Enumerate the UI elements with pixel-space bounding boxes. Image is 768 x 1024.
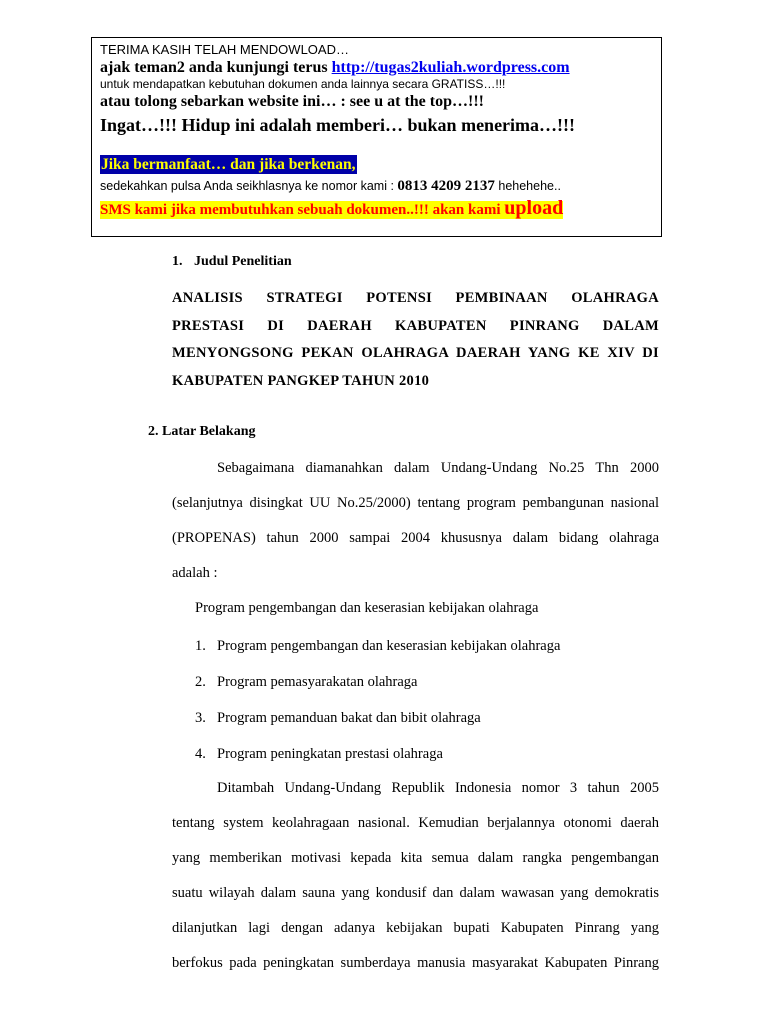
program-subheading: Program pengembangan dan keserasian kebijakan olahraga — [195, 600, 539, 616]
upload-word: upload — [504, 197, 564, 219]
title-line: KABUPATEN PANGKEP TAHUN 2010 — [172, 372, 430, 389]
paragraph-line: suatu wilayah dalam sauna yang kondusif dan dalam wawasan yang demokratis — [172, 885, 659, 901]
section2-heading: 2. Latar Belakang — [148, 424, 256, 439]
paragraph-line: berfokus pada peningkatan sumberdaya manusia masyarakat Kabupaten Pinrang — [172, 955, 659, 971]
list-text: Program pemasyarakatan olahraga — [217, 674, 418, 690]
list-item — [195, 744, 560, 780]
list-text: Program pengembangan dan keserasian kebijakan olahraga — [217, 638, 561, 654]
section1-heading-text: Judul Penelitian — [194, 254, 292, 269]
donation-highlight: Jika bermanfaat… dan jika berkenan, — [101, 156, 356, 173]
list-item — [195, 636, 560, 672]
research-title — [172, 287, 659, 397]
list-item — [195, 672, 560, 708]
section1-number: 1. — [172, 254, 183, 269]
banner-share-line: atau tolong sebarkan website ini… : see u at the top…!!! — [100, 93, 484, 110]
paragraph-line: Ditambah Undang-Undang Republik Indonesia nomor 3 tahun 2005 — [217, 780, 659, 796]
paragraph-line: tentang system keolahragaan nasional. Kemudian berjalannya otonomi daerah — [172, 815, 659, 831]
list-number: 1. — [195, 638, 206, 654]
banner-donation-line — [100, 156, 661, 174]
phone-number: 0813 4209 2137 — [397, 178, 495, 194]
program-list — [195, 636, 560, 780]
list-number: 2. — [195, 674, 206, 690]
sms-highlight — [100, 197, 564, 219]
paragraph-line: (selanjutnya disingkat UU No.25/2000) tentang program pembangunan nasional — [172, 495, 659, 511]
banner-motto-line: Ingat…!!! Hidup ini adalah memberi… bukan menerima…!!! — [100, 115, 576, 135]
section1-heading — [172, 254, 292, 270]
title-line: PRESTASI DI DAERAH KABUPATEN PINRANG DALAM — [172, 317, 659, 334]
title-line: ANALISIS STRATEGI POTENSI PEMBINAAN OLAHRAGA — [172, 290, 659, 306]
banner-thanks-line: TERIMA KASIH TELAH MENDOWLOAD… — [100, 42, 349, 57]
banner-pulsa-line — [100, 177, 661, 195]
banner-invite-text: ajak teman2 anda kunjungi terus — [100, 59, 332, 76]
banner-free-line: untuk mendapatkan kebutuhan dokumen anda lainnya secara GRATISS…!!! — [100, 77, 506, 91]
paragraph-line: (PROPENAS) tahun 2000 sampai 2004 khususnya dalam bidang olahraga — [172, 530, 659, 546]
paragraph-line: adalah : — [172, 565, 218, 581]
list-number: 4. — [195, 746, 206, 762]
paragraph-line: dilanjutkan lagi dengan adanya kebijakan bupati Kabupaten Pinrang yang — [172, 920, 659, 936]
list-text: Program peningkatan prestasi olahraga — [217, 746, 443, 762]
list-item — [195, 708, 560, 744]
pulsa-text: sedekahkan pulsa Anda seikhlasnya ke nomor kami : — [100, 179, 398, 193]
background-paragraph-1 — [172, 458, 659, 598]
banner-sms-line — [100, 197, 661, 220]
list-text: Program pemanduan bakat dan bibit olahraga — [217, 710, 481, 726]
download-notice-banner — [91, 37, 662, 237]
sms-text: SMS kami jika membutuhkan sebuah dokumen..!!! akan kami — [100, 202, 505, 218]
background-paragraph-2 — [172, 778, 659, 988]
paragraph-line: Sebagaimana diamanahkan dalam Undang-Undang No.25 Thn 2000 — [217, 460, 659, 476]
pulsa-suffix: hehehehe.. — [494, 179, 561, 193]
title-line: MENYONGSONG PEKAN OLAHRAGA DAERAH YANG KE XIV DI — [172, 345, 659, 361]
website-link[interactable]: http://tugas2kuliah.wordpress.com — [331, 59, 570, 76]
paragraph-line: yang memberikan motivasi kepada kita semua dalam rangka pengembangan — [172, 850, 659, 866]
banner-invite-line — [100, 58, 661, 77]
list-number: 3. — [195, 710, 206, 726]
